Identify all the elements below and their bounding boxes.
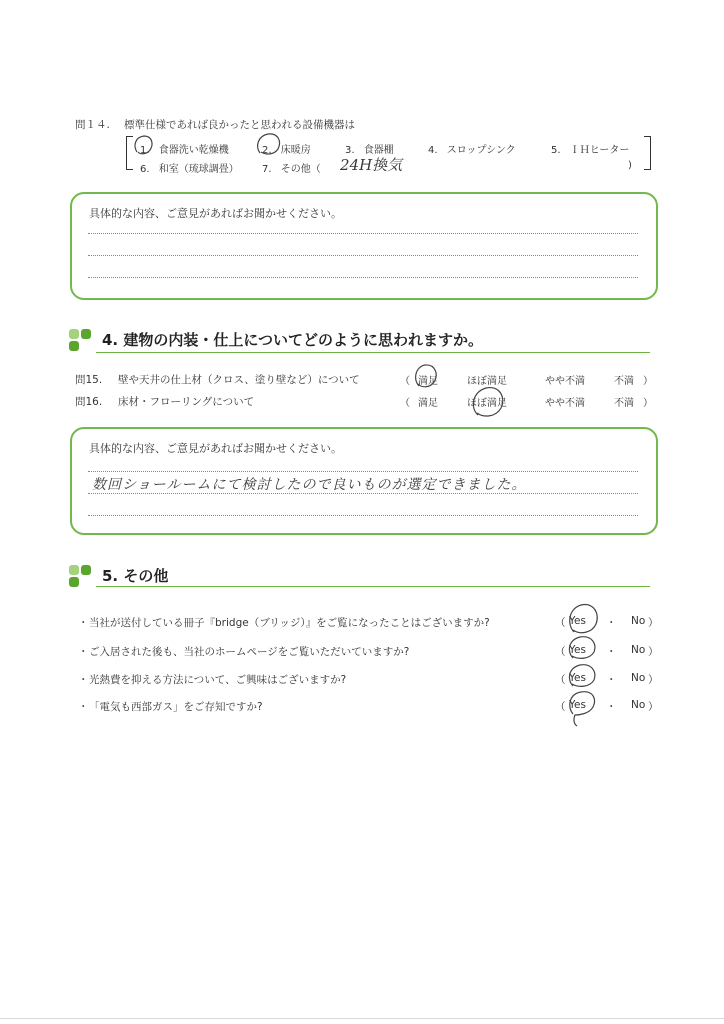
s5-q3-bullet: ・ — [78, 674, 89, 686]
q15-option-mostly-satisfied[interactable]: ほぼ満足 — [467, 376, 507, 387]
s5-q3-text: 光熱費を抑える方法について、ご興味はございますか? — [89, 674, 347, 686]
q14-option-2-label: 床暖房 — [280, 145, 311, 156]
q16-option-dissatisfied[interactable]: 不満 — [614, 398, 634, 409]
s5-q3-close: ） — [648, 674, 659, 686]
s5-q3-circle-yes — [565, 662, 599, 690]
q14-option-1-label: 食器洗い乾燥機 — [158, 145, 229, 156]
q14-option-4[interactable] — [428, 141, 516, 156]
q16-close: ） — [643, 398, 653, 409]
q15-number: 問15. — [75, 374, 103, 386]
q14-option-7-label: その他（ — [280, 164, 321, 175]
s5-q1-circle-yes — [565, 601, 601, 637]
q16-option-mostly-satisfied[interactable]: ほぼ満足 — [467, 398, 507, 409]
q14-option-6-label: 和室（琉球調畳） — [158, 164, 239, 175]
s5-q2-close: ） — [648, 646, 659, 658]
s5-q2-open: （ — [555, 646, 566, 658]
q15-option-dissatisfied[interactable]: 不満 — [614, 376, 634, 387]
comment-box-2-line-1 — [88, 471, 638, 472]
s5-q2-sep: ・ — [606, 646, 617, 658]
s5-q4-open: （ — [555, 701, 566, 713]
s5-q3-sep: ・ — [606, 674, 617, 686]
comment-box-2-handwritten: 数回ショールームにて検討したので良いものが選定できました。 — [92, 477, 527, 493]
q14-question: 標準仕様であれば良かったと思われる設備機器は — [124, 119, 355, 131]
q14-option-7-num: 7. — [262, 164, 272, 175]
s5-q3-open: （ — [555, 674, 566, 686]
s5-q3-no[interactable]: No — [631, 672, 646, 684]
q14-option-1-num: 1. — [140, 145, 150, 156]
q16-option-satisfied[interactable]: 満足 — [418, 398, 438, 409]
q14-other-close: ) — [628, 160, 632, 171]
section-4-rule — [96, 352, 650, 353]
comment-box-1-line-2 — [88, 255, 638, 256]
s5-q2-bullet: ・ — [78, 646, 89, 658]
q14-option-7[interactable] — [262, 160, 321, 175]
q14-option-4-num: 4. — [428, 145, 438, 156]
s5-q4-bullet: ・ — [78, 701, 89, 713]
s5-q4-no[interactable]: No — [631, 699, 646, 711]
s5-q2-yes[interactable]: Yes — [569, 644, 586, 656]
q14-circle-option-2 — [254, 131, 284, 157]
q16-open: （ — [400, 398, 410, 409]
section-4-clover-icon — [69, 329, 91, 351]
section-5-clover-icon — [69, 565, 91, 587]
q14-option-5-num: 5. — [551, 145, 561, 156]
s5-q1-sep: ・ — [606, 617, 617, 629]
s5-q1-text: 当社が送付している冊子『bridge（ブリッジ）』をご覧になったことはございますか? — [89, 617, 490, 629]
q14-option-6-num: 6. — [140, 164, 150, 175]
s5-q1-close: ） — [648, 617, 659, 629]
q14-option-3-label: 食器棚 — [363, 145, 394, 156]
q16-number: 問16. — [75, 396, 103, 408]
q14-option-5[interactable] — [551, 141, 629, 156]
q15-close: ） — [643, 376, 653, 387]
q16-circle-mostly-satisfied — [468, 384, 508, 420]
q14-other-handwritten: 24H換気 — [340, 156, 403, 174]
page-bottom-edge — [0, 1018, 724, 1019]
q14-option-2-num: 2. — [262, 145, 272, 156]
s5-q1-no[interactable]: No — [631, 615, 646, 627]
q15-circle-satisfied — [412, 362, 440, 390]
section-5-rule — [96, 586, 650, 587]
q14-option-5-label: ＩＨヒーター — [569, 145, 630, 156]
comment-box-1-line-3 — [88, 277, 638, 278]
s5-q4-yes[interactable]: Yes — [569, 699, 586, 711]
q15-option-satisfied[interactable]: 満足 — [418, 376, 438, 387]
q15-open: （ — [400, 376, 410, 387]
comment-box-1-label: 具体的な内容、ご意見があればお聞かせください。 — [89, 207, 342, 220]
q14-circle-option-1 — [132, 133, 156, 157]
s5-q1-yes[interactable]: Yes — [569, 615, 586, 627]
comment-box-2-line-3 — [88, 515, 638, 516]
comment-box-2-label: 具体的な内容、ご意見があればお聞かせください。 — [89, 442, 342, 455]
q16-text: 床材・フローリングについて — [118, 396, 255, 408]
q15-option-somewhat-dissatisfied[interactable]: やや不満 — [545, 376, 585, 387]
s5-q4-circle-yes — [565, 688, 599, 728]
q15-text: 壁や天井の仕上材（クロス、塗り壁など）について — [118, 374, 360, 386]
comment-box-1-line-1 — [88, 233, 638, 234]
s5-q2-no[interactable]: No — [631, 644, 646, 656]
q16-option-somewhat-dissatisfied[interactable]: やや不満 — [545, 398, 585, 409]
s5-q3-yes[interactable]: Yes — [569, 672, 586, 684]
s5-q1-open: （ — [555, 617, 566, 629]
s5-q2-circle-yes — [565, 634, 599, 662]
section-4-title: 4. 建物の内装・仕上についてどのように思われますか。 — [102, 331, 484, 349]
s5-q4-text: 「電気も西部ガス」をご存知ですか? — [89, 701, 263, 713]
q14-option-4-label: スロップシンク — [446, 145, 516, 156]
q14-bracket-right — [644, 136, 651, 170]
q14-option-6[interactable] — [140, 160, 239, 175]
s5-q1-bullet: ・ — [78, 617, 89, 629]
s5-q4-close: ） — [648, 701, 659, 713]
s5-q2-text: ご入居された後も、当社のホームページをご覧いただいていますか? — [89, 646, 410, 658]
s5-q4-sep: ・ — [606, 701, 617, 713]
q14-number: 問１４. — [75, 119, 110, 131]
section-5-title: 5. その他 — [102, 567, 169, 585]
q14-option-3-num: 3. — [345, 145, 355, 156]
